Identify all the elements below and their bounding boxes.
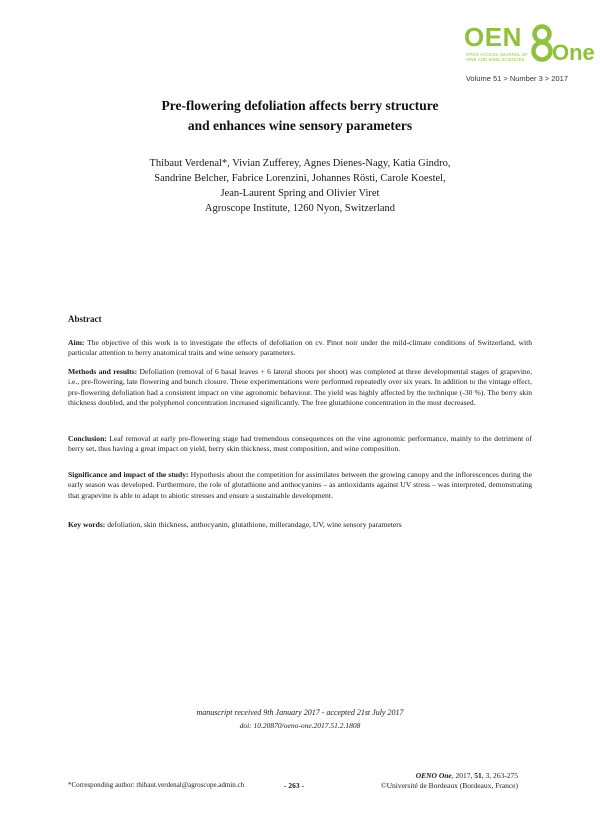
author-list (80, 156, 520, 202)
cite-tail: , 3, 263-275 (481, 771, 518, 780)
significance-paragraph (68, 470, 532, 501)
logo-eight-icon (530, 24, 554, 62)
keywords-label: Key words: (68, 520, 106, 529)
authors-line-1: Thibaut Verdenal*, Vivian Zufferey, Agnes Dienes-Nagy, Katia Gindro, (149, 158, 451, 169)
methods-label: Methods and results: (68, 367, 138, 376)
title-line-1: Pre-flowering defoliation affects berry structure (161, 98, 439, 113)
aim-label: Aim: (68, 338, 85, 347)
conclusion-text: Leaf removal at early pre-flowering stage had tremendous consequences on the vine agronomic performance, mainly to the detriment of berry set, thus having a great impact on yield, berry skin thickness, must composition, and wine composition. (68, 434, 532, 454)
keywords-text: defoliation, skin thickness, anthocyanin, glutathione, millerandage, UV, wine sensory parameters (105, 520, 402, 529)
conclusion-label: Conclusion: (68, 434, 107, 443)
authors-line-2: Sandrine Belcher, Fabrice Lorenzini, Johannes Rösti, Carole Koestel, (154, 173, 446, 185)
title-line-2: and enhances wine sensory parameters (187, 118, 413, 133)
authors-line-3: Jean-Laurent Spring and Olivier Viret (220, 188, 380, 200)
logo-text-main: OEN (464, 22, 522, 52)
logo-text-one: One (552, 40, 595, 65)
logo-subtext: OPEN ACCESS JOURNAL OF VINE AND WINE SCIENCES (466, 52, 528, 62)
copyright-line: ©Université de Bordeaux (Bordeaux, France) (380, 781, 518, 790)
conclusion-paragraph (68, 434, 532, 455)
cite-rest: , 2017, (451, 771, 475, 780)
cite-journal: OENO One (415, 771, 452, 780)
significance-label: Significance and impact of the study: (68, 470, 189, 479)
journal-logo (464, 22, 595, 76)
aim-text: The objective of this work is to investigate the effects of defoliation on cv. Pinot noir under the mild-climate conditions of Switzerland, with particular attention to berry anatomical traits and wine sensory parameters. (68, 338, 532, 358)
methods-paragraph (68, 367, 532, 408)
volume-line: Volume 51 > Number 3 > 2017 (465, 74, 568, 83)
article-title (60, 96, 540, 136)
page-number: - 263 - (284, 781, 304, 790)
abstract-heading: Abstract (68, 314, 102, 324)
aim-paragraph (68, 338, 532, 359)
cite-volume: 51 (474, 771, 482, 780)
corresponding-author: *Corresponding author: thibaut.verdenal@agroscope.admin.ch (68, 781, 245, 789)
significance-text: Hypothesis about the competition for assimilates between the growing canopy and the inflorescences during the early season was developed. Furthermore, the role of glutathione and anthocyanins – as antioxidants against UV stress – was interpreted, demonstrating that grapevine is able to adapt to abiotic stresses and ensure a sustainable development. (68, 470, 532, 500)
doi-line: doi: 10.20870/oeno-one.2017.51.2.1808 (239, 721, 361, 730)
methods-text: Defoliation (removal of 6 basal leaves + 6 lateral shoots per shoot) was completed at three developmental stages of grapevine, i.e., pre-flowering, late flowering and bunch closure. These experimentations were performed repeatedly over six years. In addition to the vintage effect, pre-flowering defoliation had a consistent impact on vine agronomic behaviour. The yield was highly affected by the technique (-30 %). The berry skin thickness doubled, and the polyphenol concentration increased significantly. The free glutathione concentration in the must decreased. (68, 367, 532, 407)
citation-line (416, 771, 518, 780)
affiliation: Agroscope Institute, 1260 Nyon, Switzerland (204, 203, 396, 214)
manuscript-dates: manuscript received 9th January 2017 - accepted 21st July 2017 (196, 708, 404, 717)
keywords-paragraph (68, 520, 532, 530)
